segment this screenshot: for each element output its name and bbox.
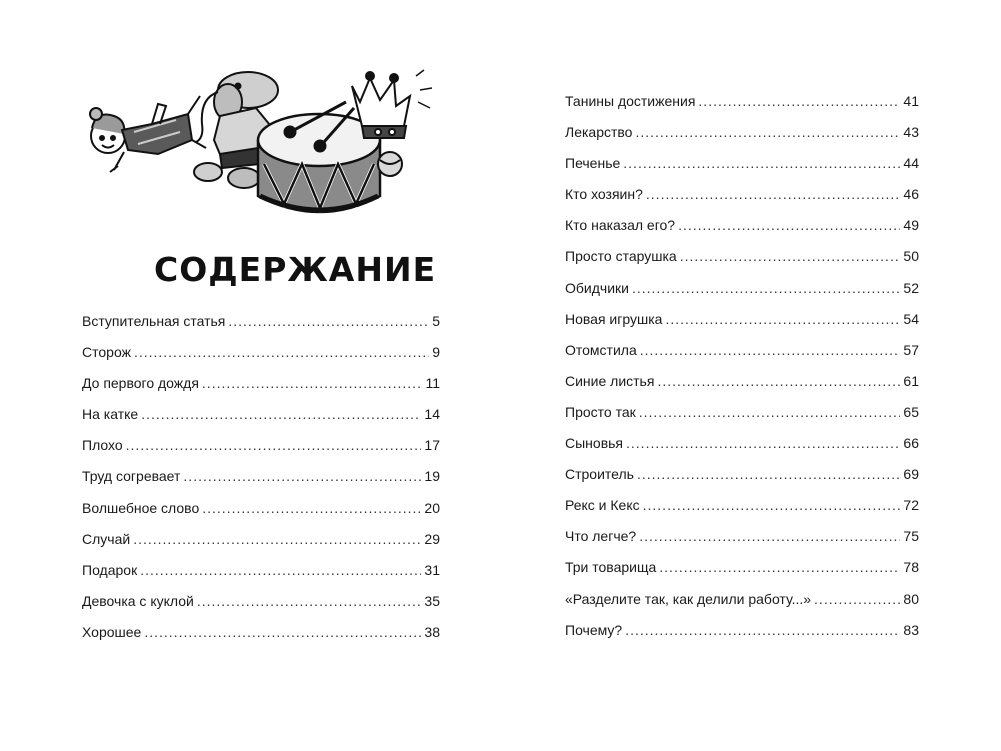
toc-leader-dots — [202, 372, 423, 394]
toc-leader-dots — [623, 152, 900, 174]
toc-page-number: 29 — [424, 530, 440, 547]
ball-icon — [378, 152, 402, 176]
toc-leader-dots — [640, 339, 901, 361]
toc-entry — [565, 619, 919, 650]
toc-entry-title: Подарок — [82, 561, 138, 578]
toc-leader-dots — [625, 619, 900, 641]
toc-entry — [82, 559, 440, 590]
toc-entry — [82, 341, 440, 372]
toc-entry — [565, 152, 919, 183]
toc-page-number: 9 — [432, 344, 440, 361]
toc-entry — [565, 339, 919, 370]
toc-entry-title: Три товарища — [565, 559, 657, 576]
toc-leader-dots — [202, 497, 421, 519]
toc-page-number: 46 — [903, 186, 919, 203]
toc-entry — [82, 372, 440, 403]
toc-entry-title: Просто старушка — [565, 248, 677, 265]
toc-leader-dots — [698, 90, 900, 112]
toc-page-number: 54 — [903, 310, 919, 327]
toc-leader-dots — [141, 403, 421, 425]
toc-entry — [565, 401, 919, 432]
toc-page-number: 19 — [424, 468, 440, 485]
toc-entry — [565, 525, 919, 556]
toc-leader-dots — [659, 556, 900, 578]
toc-page-number: 44 — [903, 155, 919, 172]
toc-entry — [82, 434, 440, 465]
toc-leader-dots — [637, 463, 900, 485]
toc-page-number: 11 — [425, 375, 440, 392]
toc-entry-title: Случай — [82, 530, 131, 547]
toc-page-number: 50 — [903, 248, 919, 265]
toc-entry — [82, 310, 440, 341]
toc-entry-title: Обидчики — [565, 279, 629, 296]
toc-leader-dots — [678, 214, 900, 236]
toc-entry-title: Лекарство — [565, 124, 633, 141]
toc-page-number: 31 — [424, 561, 440, 578]
toc-entry-title: Танины достижения — [565, 93, 696, 109]
toc-leader-dots — [635, 121, 900, 143]
toc-entry-title: Плохо — [82, 437, 123, 454]
toc-leader-dots — [639, 401, 901, 423]
toc-entry — [565, 183, 919, 214]
toc-leader-dots — [133, 528, 421, 550]
toc-entry-title: Хорошее — [82, 623, 142, 640]
toc-page-number: 17 — [424, 437, 440, 454]
toc-entry — [565, 432, 919, 463]
toc-entry-title: Кто хозяин? — [565, 186, 643, 203]
toc-entry — [565, 494, 919, 525]
toc-entry-title: Просто так — [565, 403, 636, 420]
toc-leader-dots — [183, 465, 421, 487]
toc-leader-dots — [134, 341, 429, 363]
toc-page-number: 35 — [424, 592, 440, 609]
toc-leader-dots — [643, 494, 901, 516]
toc-entry-title: Печенье — [565, 155, 621, 172]
page-title: СОДЕРЖАНИЕ — [154, 250, 437, 289]
toc-entry — [565, 588, 919, 619]
toc-page-number: 49 — [903, 217, 919, 234]
toc-leader-dots — [646, 183, 901, 205]
toc-entry — [565, 308, 919, 339]
toc-page-number: 72 — [903, 497, 919, 514]
toc-entry — [565, 214, 919, 245]
toc-entry — [565, 277, 919, 308]
toc-entry-title: Сыновья — [565, 435, 624, 452]
toc-leader-dots — [632, 277, 900, 299]
toc-entry-title: Сторож — [82, 344, 131, 361]
toc-leader-dots — [814, 588, 900, 610]
toc-entry — [82, 621, 440, 652]
toc-entry — [565, 556, 919, 587]
toc-left-column — [82, 310, 440, 652]
crown-icon — [352, 70, 432, 138]
toc-leader-dots — [665, 308, 900, 330]
toc-entry-title: Новая игрушка — [565, 310, 663, 327]
toc-entry — [82, 497, 440, 528]
toc-page-number: 78 — [903, 559, 919, 576]
toc-page-number: 14 — [424, 406, 440, 423]
toc-page-number: 83 — [903, 621, 919, 638]
toc-entry — [82, 528, 440, 559]
toc-page-number: 57 — [903, 341, 919, 358]
toc-right-column — [565, 90, 919, 650]
toc-entry-title: Девочка с куклой — [82, 592, 194, 609]
toc-leader-dots — [140, 559, 421, 581]
toc-page-number: 52 — [903, 279, 919, 296]
toc-leader-dots — [657, 370, 900, 392]
toc-leader-dots — [639, 525, 900, 547]
toc-entry-title: «Разделите так, как делили работу...» — [565, 590, 812, 607]
toc-entry — [82, 590, 440, 621]
toc-entry-title: Труд согревает — [82, 468, 181, 485]
toc-page-number: 41 — [903, 93, 919, 109]
toc-page-number: 66 — [903, 435, 919, 452]
toc-page-number: 38 — [424, 623, 440, 640]
toc-leader-dots — [626, 432, 900, 454]
toc-page-number: 80 — [903, 590, 919, 607]
toys-illustration — [88, 68, 448, 228]
toc-entry-title: Отомстила — [565, 341, 637, 358]
toc-page-number: 65 — [903, 403, 919, 420]
toc-page-number: 61 — [903, 372, 919, 389]
toc-entry-title: Волшебное слово — [82, 499, 200, 516]
toc-page-number: 69 — [903, 466, 919, 483]
toc-page-number: 20 — [424, 499, 440, 516]
toc-leader-dots — [228, 310, 429, 332]
toc-leader-dots — [144, 621, 421, 643]
toc-entry — [565, 370, 919, 401]
toc-entry-title: Что легче? — [565, 528, 637, 545]
toc-entry — [82, 403, 440, 434]
toc-page-number: 43 — [903, 124, 919, 141]
toc-entry-title: Вступительная статья — [82, 313, 226, 329]
toc-leader-dots — [197, 590, 422, 612]
toc-entry-title: Рекс и Кекс — [565, 497, 640, 514]
toc-entry — [82, 465, 440, 496]
toc-entry — [565, 90, 919, 121]
toc-entry-title: До первого дождя — [82, 375, 199, 392]
toc-page-number: 75 — [903, 528, 919, 545]
toc-entry — [565, 463, 919, 494]
toc-leader-dots — [126, 434, 422, 456]
toc-entry-title: Синие листья — [565, 372, 655, 389]
doll-icon — [90, 96, 206, 172]
toc-entry — [565, 245, 919, 276]
toc-entry-title: Кто наказал его? — [565, 217, 676, 234]
toc-leader-dots — [680, 245, 901, 267]
toc-entry-title: На катке — [82, 406, 139, 423]
toc-entry-title: Строитель — [565, 466, 634, 483]
toc-page-number: 5 — [432, 313, 440, 329]
toc-entry — [565, 121, 919, 152]
toc-entry-title: Почему? — [565, 621, 623, 638]
